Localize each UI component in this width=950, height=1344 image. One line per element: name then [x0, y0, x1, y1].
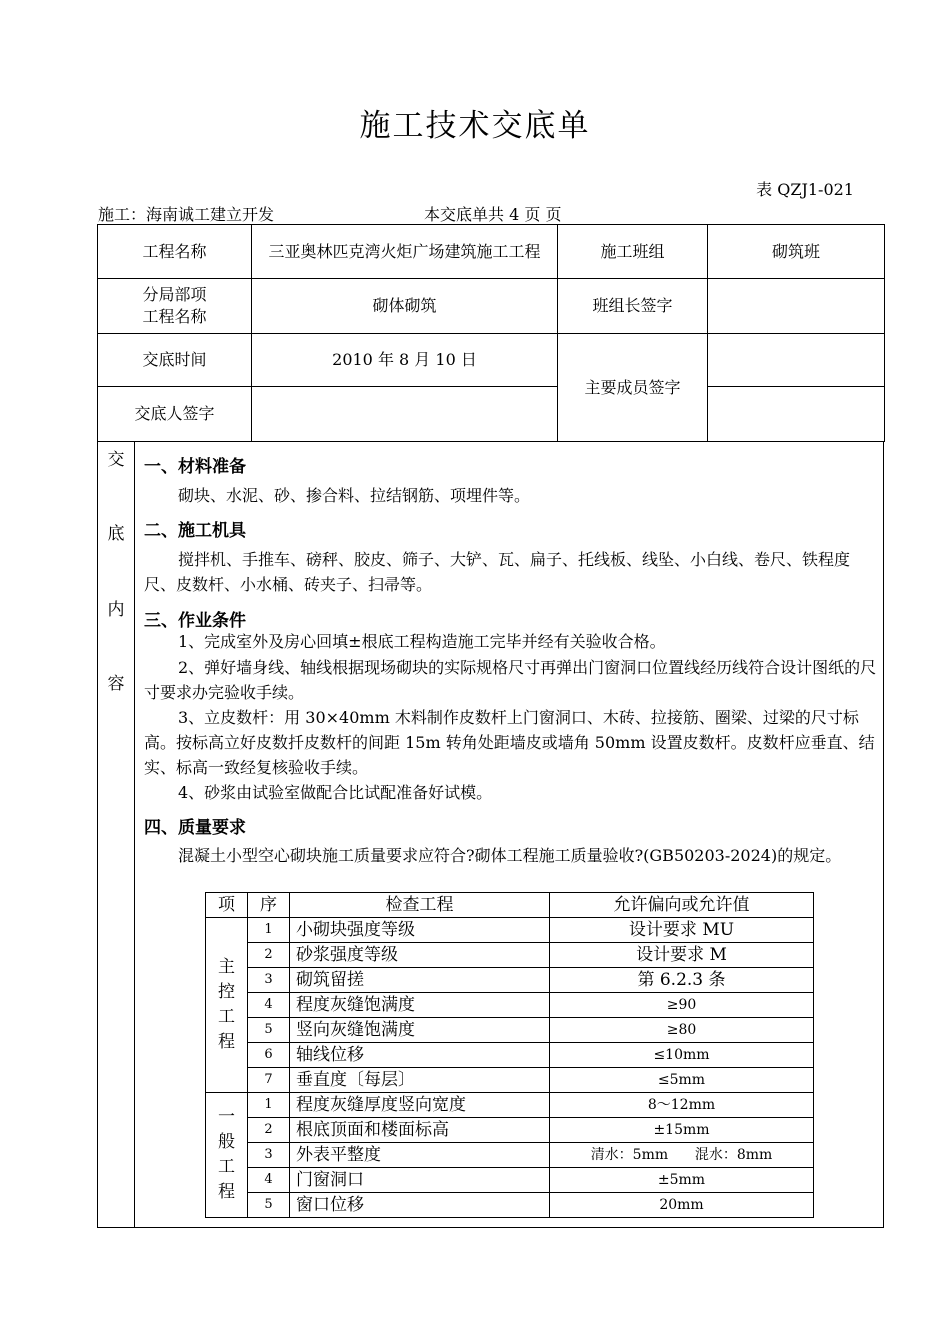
qt-row-item: 外表平整度 — [290, 1143, 550, 1168]
qt-row-value: ≥80 — [550, 1018, 814, 1043]
time-label: 交底时间 — [98, 334, 252, 387]
section-materials-title: 一、材料准备 — [144, 457, 246, 477]
qt-header-no: 序 — [248, 893, 290, 918]
briefer-sign-field[interactable] — [252, 387, 558, 442]
section-materials-text: 砌块、水泥、砂、掺合料、拉结钢筋、项埋件等。 — [178, 486, 531, 505]
qt-row-value: ≤5mm — [550, 1068, 814, 1093]
qt-row-item: 根底顶面和楼面标高 — [290, 1118, 550, 1143]
subproject-value: 砌体砌筑 — [252, 279, 558, 334]
qt-row-no: 7 — [248, 1068, 290, 1093]
subproject-label-line2: 工程名称 — [142, 307, 207, 326]
group-label-char: 般 — [218, 1132, 235, 1152]
qt-row-no: 2 — [248, 943, 290, 968]
qt-row-no: 6 — [248, 1043, 290, 1068]
members-sign-label: 主要成员签字 — [558, 334, 708, 442]
section-conditions-title: 三、作业条件 — [144, 611, 246, 631]
condition-item-1: 1、完成室外及房心回填±根底工程构造施工完毕并经有关验收合格。 — [178, 632, 666, 651]
qt-row-item: 小砌块强度等级 — [290, 918, 550, 943]
construction-unit: 施工：海南诚工建立开发 — [98, 205, 275, 224]
qt-row-value: ≥90 — [550, 993, 814, 1018]
qt-group-general — [206, 1093, 248, 1218]
qt-row-item: 窗口位移 — [290, 1193, 550, 1218]
qt-row-no: 2 — [248, 1118, 290, 1143]
quality-table — [205, 892, 814, 1218]
group-label-char: 控 — [218, 982, 235, 1002]
qt-row-no: 4 — [248, 993, 290, 1018]
qt-header-group: 项 — [206, 893, 248, 918]
section-tools-text: 搅拌机、手推车、磅秤、胶皮、筛子、大铲、瓦、扁子、托线板、线坠、小白线、卷尺、铁程度尺、皮数杆、小水桶、砖夹子、扫帚等。 — [144, 550, 851, 594]
section-tools-title: 二、施工机具 — [144, 521, 246, 541]
qt-row-no: 3 — [248, 968, 290, 993]
group-label-char: 工 — [218, 1007, 235, 1027]
condition-item-3: 3、立皮数杆：用 30×40mm 木料制作皮数杆上门窗洞口、木砖、拉接筋、圈梁、过梁的尺寸标高。按标高立好皮数扦皮数杆的间距 15m 转角处距墙皮或墙角 50mm 设置皮数杆。皮数杆应垂直、结实、标高一致经复核验收手续。 — [144, 708, 875, 777]
subproject-label — [98, 279, 252, 334]
side-label-char: 交 — [107, 450, 125, 470]
side-label-char: 内 — [107, 600, 125, 620]
project-name-value: 三亚奥林匹克湾火炬广场建筑施工工程 — [252, 225, 558, 279]
qt-row-value: 8～12mm — [550, 1093, 814, 1118]
qt-header-item: 检查工程 — [290, 893, 550, 918]
group-label-char: 一 — [218, 1107, 235, 1127]
qt-row-item: 轴线位移 — [290, 1043, 550, 1068]
qt-row-item: 程度灰缝厚度竖向宽度 — [290, 1093, 550, 1118]
form-number: 表 QZJ1-021 — [756, 180, 854, 199]
project-name-label: 工程名称 — [98, 225, 252, 279]
qt-row-value: ±15mm — [550, 1118, 814, 1143]
qt-row-value: ±5mm — [550, 1168, 814, 1193]
header-table — [97, 224, 885, 442]
section-quality-title: 四、质量要求 — [144, 818, 246, 838]
qt-header-value: 允许偏向或允许值 — [550, 893, 814, 918]
page-info: 本交底单共 4 页 页 — [424, 205, 562, 224]
subproject-label-line1: 分局部项 — [142, 285, 207, 304]
leader-sign-label: 班组长签字 — [558, 279, 708, 334]
qt-row-value: 设计要求 MU — [550, 918, 814, 943]
time-value: 2010 年 8 月 10 日 — [252, 334, 558, 387]
qt-row-value: 清水：5mm 混水：8mm — [550, 1143, 814, 1168]
group-label-char: 程 — [218, 1182, 235, 1202]
qt-row-value: 设计要求 M — [550, 943, 814, 968]
qt-row-item: 垂直度〔每层〕 — [290, 1068, 550, 1093]
side-label-char: 容 — [107, 674, 125, 694]
briefing-content — [97, 441, 884, 1228]
qt-row-no: 5 — [248, 1018, 290, 1043]
qt-row-item: 砌筑留搓 — [290, 968, 550, 993]
condition-item-4: 4、砂浆由试验室做配合比试配准备好试模。 — [178, 783, 493, 802]
qt-row-item: 门窗洞口 — [290, 1168, 550, 1193]
team-value: 砌筑班 — [708, 225, 885, 279]
condition-item-2: 2、弹好墙身线、轴线根据现场砌块的实际规格尺寸再弹出门窗洞口位置线经历线符合设计图纸的尺寸要求办完验收手续。 — [144, 658, 877, 702]
qt-row-item: 竖向灰缝饱满度 — [290, 1018, 550, 1043]
leader-sign-field[interactable] — [708, 279, 885, 334]
document-title: 施工技术交底单 — [359, 108, 591, 144]
qt-row-value: 20mm — [550, 1193, 814, 1218]
side-label-column — [98, 441, 135, 1227]
side-label-char: 底 — [107, 524, 125, 544]
qt-row-value: 第 6.2.3 条 — [550, 968, 814, 993]
group-label-char: 程 — [218, 1032, 235, 1052]
members-sign-field-1[interactable] — [708, 334, 885, 387]
members-sign-field-2[interactable] — [708, 387, 885, 442]
qt-row-no: 5 — [248, 1193, 290, 1218]
qt-row-value: ≤10mm — [550, 1043, 814, 1068]
section-quality-text: 混凝土小型空心砌块施工质量要求应符合?砌体工程施工质量验收?(GB50203-2024)的规定。 — [178, 846, 842, 865]
qt-row-no: 4 — [248, 1168, 290, 1193]
group-label-char: 工 — [218, 1157, 235, 1177]
briefer-sign-label: 交底人签字 — [98, 387, 252, 442]
qt-group-main-control — [206, 918, 248, 1093]
team-label: 施工班组 — [558, 225, 708, 279]
qt-row-no: 3 — [248, 1143, 290, 1168]
group-label-char: 主 — [218, 957, 235, 977]
qt-row-item: 程度灰缝饱满度 — [290, 993, 550, 1018]
qt-row-no: 1 — [248, 1093, 290, 1118]
qt-row-no: 1 — [248, 918, 290, 943]
qt-row-item: 砂浆强度等级 — [290, 943, 550, 968]
